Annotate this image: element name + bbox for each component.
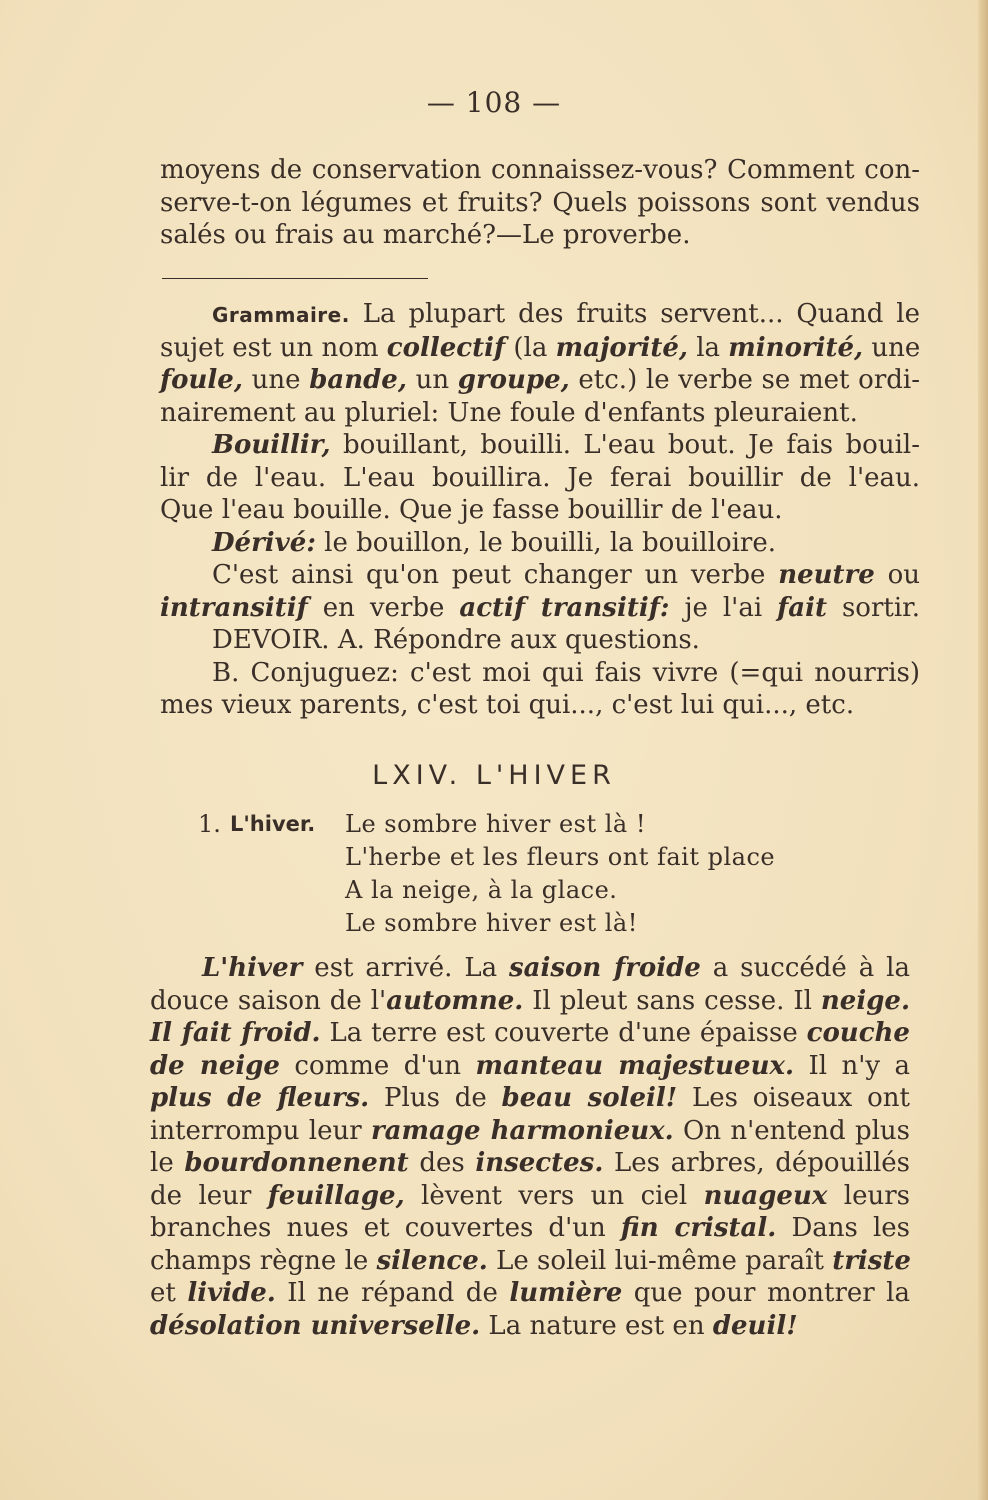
text-line: plus de fleurs. Plus de beau soleil! Les oiseaux ont [150, 1083, 910, 1113]
text-line: foule, une bande, un groupe, etc.) le verbe se met ordi- [160, 365, 920, 395]
lesson-heading: LXIV. L'HIVER [372, 760, 616, 791]
poem-line: Le sombre hiver est là! [345, 909, 638, 937]
prose-paragraph [150, 952, 910, 1342]
text-line: Bouillir, bouillant, bouilli. L'eau bout. Je fais bouil- [212, 430, 920, 460]
text-line: désolation universelle. La nature est en deuil! [150, 1310, 798, 1341]
text-line: et livide. Il ne répand de lumière que pour montrer la [150, 1278, 910, 1308]
text-line: C'est ainsi qu'on peut changer un verbe neutre ou [212, 560, 920, 590]
text-line: interrompu leur ramage harmonieux. On n'entend plus [150, 1115, 910, 1146]
text-line: serve-t-on légumes et fruits? Quels poissons sont vendus [160, 187, 920, 218]
poem-line: Le sombre hiver est là ! [345, 810, 647, 838]
poem [198, 808, 775, 940]
text-line: intransitif en verbe actif transitif: je l'ai fait sortir. [160, 592, 920, 623]
text-line: nairement au pluriel: Une foule d'enfants pleuraient. [160, 397, 858, 428]
text-line: L'hiver est arrivé. La saison froide a succédé à la [202, 953, 910, 983]
intro-paragraph [160, 154, 920, 252]
grammar-section [160, 298, 920, 722]
text-line: de leur feuillage, lèvent vers un ciel nuageux leurs [150, 1180, 910, 1211]
text-line: Que l'eau bouille. Que je fasse bouillir de l'eau. [160, 495, 783, 525]
text-line: salés ou frais au marché?—Le proverbe. [160, 220, 691, 250]
text-line: mes vieux parents, c'est toi qui..., c'est lui qui..., etc. [160, 690, 855, 720]
text-line: sujet est un nom collectif (la majorité, la minorité, une [160, 332, 921, 363]
text-line: de neige comme d'un manteau majestueux. Il n'y a [150, 1050, 910, 1081]
poem-line: A la neige, à la glace. [345, 876, 618, 904]
text-line: le bourdonnenent des insectes. Les arbres, dépouillés [150, 1148, 911, 1178]
grammar-label: Grammaire. [212, 303, 350, 327]
section-divider [162, 278, 428, 279]
text-line: Dérivé: le bouillon, le bouilli, la bouilloire. [212, 527, 776, 558]
text-line: branches nues et couvertes d'un fin cristal. Dans les [150, 1213, 911, 1243]
text-line: moyens de conservation connaissez-vous? Comment con- [160, 155, 920, 185]
page-number: — 108 — [426, 86, 562, 119]
page-edge [978, 0, 988, 1500]
text-line: Grammaire. La plupart des fruits servent... Quand le [212, 299, 920, 329]
text-line: B. Conjuguez: c'est moi qui fais vivre (=qui nourris) [212, 657, 920, 688]
text-line: champs règne le silence. Le soleil lui-même paraît triste [150, 1245, 911, 1276]
poem-number: 1. [198, 810, 221, 838]
text-line: Il fait froid. La terre est couverte d'une épaisse couche [150, 1018, 910, 1048]
text-line: lir de l'eau. L'eau bouillira. Je ferai bouillir de l'eau. [160, 462, 920, 493]
text-line: douce saison de l'automne. Il pleut sans cesse. Il neige. [150, 985, 911, 1016]
text-line: DEVOIR. A. Répondre aux questions. [212, 625, 700, 655]
poem-line: L'herbe et les fleurs ont fait place [345, 843, 776, 871]
poem-label: L'hiver. [230, 812, 316, 836]
